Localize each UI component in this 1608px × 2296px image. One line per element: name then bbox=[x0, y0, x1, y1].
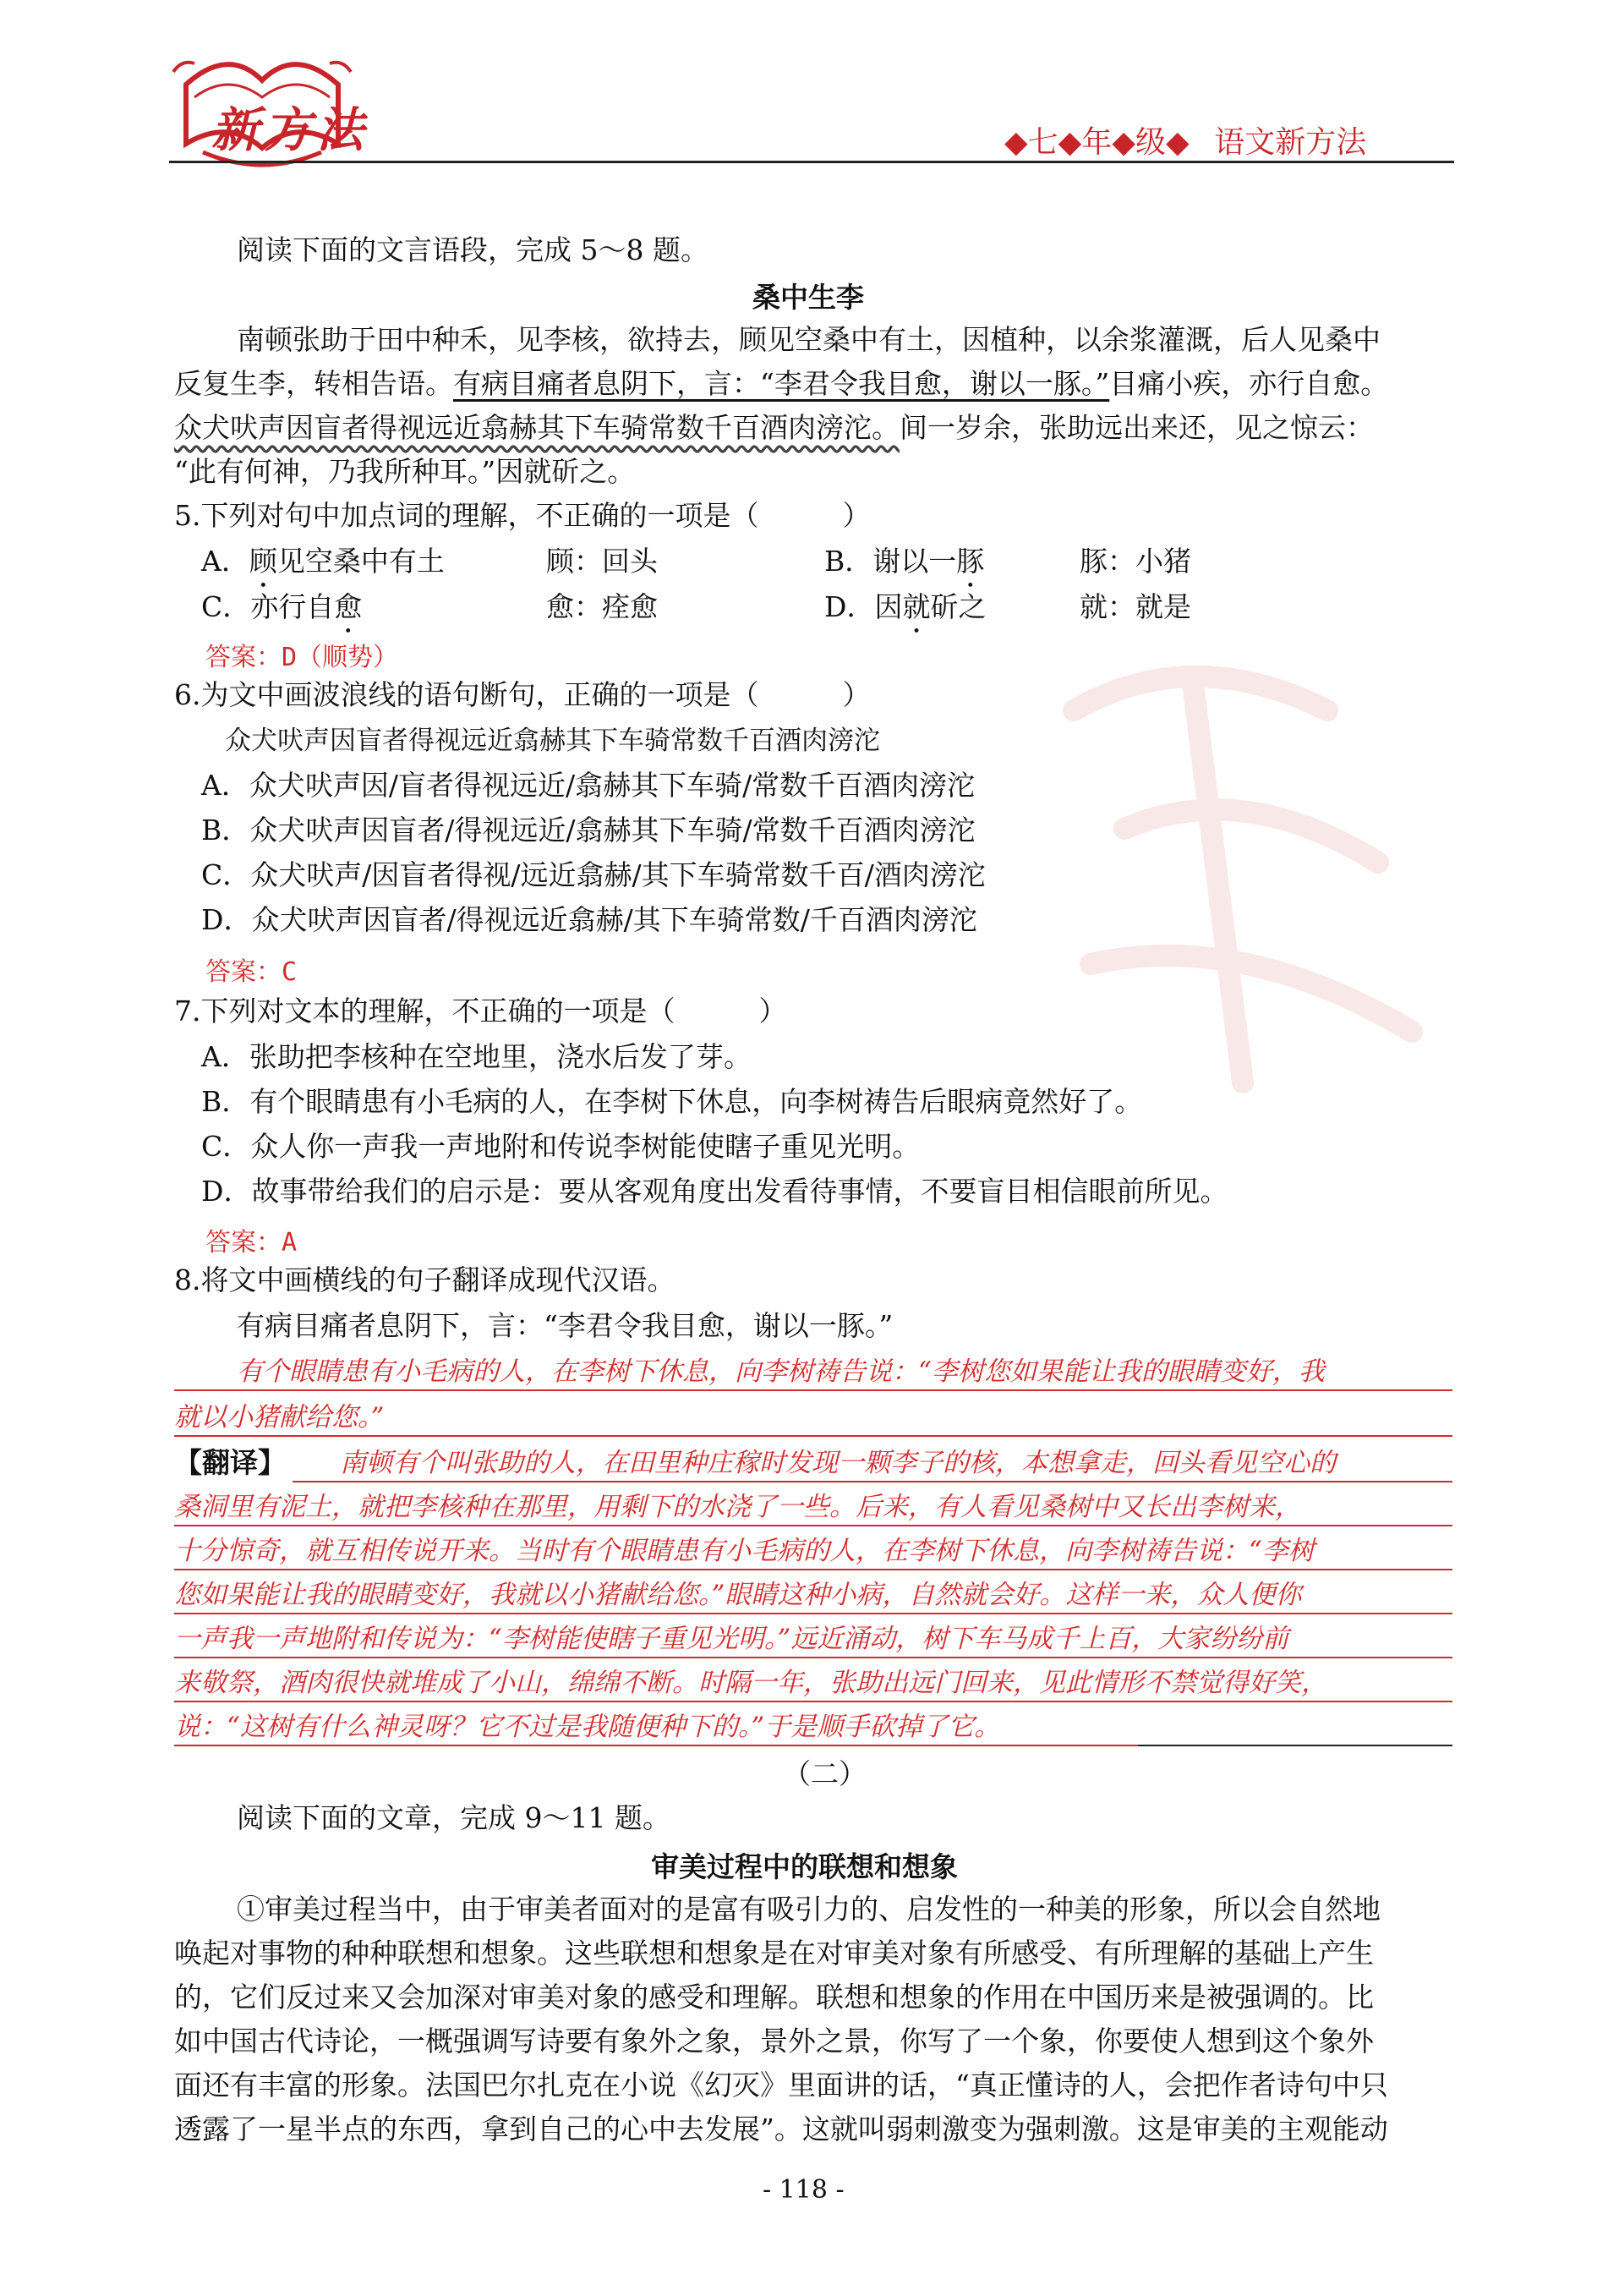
answer-underline bbox=[174, 1435, 1452, 1437]
translation-line: 来敬祭，酒肉很快就堆成了小山，绵绵不断。时隔一年，张助出远门回来，见此情形不禁觉得好笑， bbox=[174, 1668, 1327, 1698]
q7-option-c: C．众人你一声我一声地附和传说李树能使瞎子重见光明。 bbox=[201, 1130, 921, 1163]
q5-option-d: D．因就斫之 bbox=[824, 590, 987, 623]
q5-gloss-c: 愈：痊愈 bbox=[546, 590, 658, 623]
watermark-icon bbox=[1023, 609, 1463, 1133]
q7-option-d: D．故事带给我们的启示是：要从客观角度出发看待事情，不要盲目相信眼前所见。 bbox=[201, 1175, 1228, 1208]
article-line: 的，它们反过来又会加深对审美对象的感受和理解。联想和想象的作用在中国历来是被强调的。比 bbox=[174, 1981, 1374, 2014]
article-line: 透露了一星半点的东西，拿到自己的心中去发展”。这就叫弱刺激变为强刺激。这是审美的主观能动 bbox=[174, 2112, 1388, 2145]
header-grade-label bbox=[1004, 118, 1366, 162]
article-line: 如中国古代诗论，一概强调写诗要有象外之象，景外之景，你写了一个象，你要使人想到这个象外 bbox=[174, 2025, 1374, 2058]
q5-option-b: B．谢以一豚 bbox=[824, 545, 985, 578]
q7-option-a: A．张助把李核种在空地里，浇水后发了芽。 bbox=[201, 1040, 752, 1073]
answer-underline bbox=[293, 1481, 1452, 1482]
answer-underline bbox=[174, 1569, 1452, 1570]
q8-answer-line: 有个眼睛患有小毛病的人，在李树下休息，向李树祷告说：“李树您如果能让我的眼睛变好，我 bbox=[237, 1356, 1325, 1387]
passage-line: 众犬吠声因盲者得视远近翕赫其下车骑常数千百酒肉滂沱。间一岁余，张助远出来还，见之惊云： bbox=[174, 411, 1374, 444]
q5-gloss-b: 豚：小猪 bbox=[1080, 545, 1191, 578]
passage-line: 反复生李，转相告语。有病目痛者息阴下，言：“李君令我目愈，谢以一豚。”目痛小疾，亦行自愈。 bbox=[174, 367, 1389, 400]
passage-title: 桑中生李 bbox=[752, 281, 864, 314]
translation-line: 一声我一声地附和传说为：“李树能使瞎子重见光明。”远近涌动，树下车马成千上百，大家纷纷前 bbox=[174, 1624, 1289, 1654]
q5-option-c: C．亦行自愈 bbox=[201, 590, 363, 623]
answer-underline bbox=[1138, 1745, 1452, 1746]
underlined-sentence: 有病目痛者息阴下，言：“李君令我目愈，谢以一豚。” bbox=[453, 367, 1110, 400]
q6-option-a: A．众犬吠声因/盲者得视远近/翕赫其下车骑/常数千百酒肉滂沱 bbox=[201, 769, 976, 802]
translation-line: 您如果能让我的眼睛变好，我就以小猪献给您。”眼睛这种小病，自然就会好。这样一来，众人便你 bbox=[174, 1580, 1302, 1610]
section-number: （二） bbox=[783, 1757, 867, 1790]
intro-text: 阅读下面的文章，完成 9～11 题。 bbox=[237, 1801, 670, 1834]
article-line: ①审美过程当中，由于审美者面对的是富有吸引力的、启发性的一种美的形象，所以会自然地 bbox=[237, 1893, 1381, 1926]
question-8-stem: 8.将文中画横线的句子翻译成现代汉语。 bbox=[174, 1263, 675, 1296]
answer-underline bbox=[174, 1525, 1452, 1526]
q7-option-b: B．有个眼睛患有小毛病的人，在李树下休息，向李树祷告后眼病竟然好了。 bbox=[201, 1085, 1143, 1118]
header-rule bbox=[169, 161, 1454, 163]
wavy-sentence: 众犬吠声因盲者得视远近翕赫其下车骑常数千百酒肉滂沱。 bbox=[174, 411, 900, 444]
translation-line: 说：“这树有什么神灵呀？它不过是我随便种下的。”于是顺手砍掉了它。 bbox=[174, 1712, 1001, 1742]
q5-gloss-a: 顾：回头 bbox=[546, 545, 658, 578]
question-7-stem: 7.下列对文本的理解，不正确的一项是（ ） bbox=[174, 995, 787, 1027]
book-label: 语文新方法 bbox=[1214, 125, 1367, 160]
intro-text: 阅读下面的文言语段，完成 5～8 题。 bbox=[237, 233, 708, 266]
article-title: 审美过程中的联想和想象 bbox=[651, 1850, 958, 1883]
passage-line: 南顿张助于田中种禾，见李核，欲持去，顾见空桑中有土，因植种，以余浆灌溉，后人见桑中 bbox=[237, 323, 1381, 356]
q7-answer: 答案：A bbox=[205, 1228, 298, 1258]
passage-line: “此有何神，乃我所种耳。”因就斫之。 bbox=[174, 455, 636, 488]
answer-underline bbox=[174, 1745, 1138, 1746]
page-number: - 118 - bbox=[763, 2175, 845, 2205]
q6-option-d: D．众犬吠声因盲者/得视远近翕赫/其下车骑常数/千百酒肉滂沱 bbox=[201, 903, 977, 936]
answer-underline bbox=[174, 1389, 1452, 1391]
article-line: 唤起对事物的种种联想和想象。这些联想和想象是在对审美对象有所感受、有所理解的基础上产生 bbox=[174, 1937, 1374, 1970]
article-line: 面还有丰富的形象。法国巴尔扎克在小说《幻灭》里面讲的话，“真正懂诗的人，会把作者诗句中只 bbox=[174, 2069, 1388, 2101]
answer-underline bbox=[174, 1701, 1452, 1702]
translation-line: 十分惊奇，就互相传说开来。当时有个眼睛患有小毛病的人，在李树下休息，向李树祷告说：“李树 bbox=[174, 1536, 1315, 1566]
q8-answer-line: 就以小猪献给您。” bbox=[174, 1402, 385, 1433]
q5-gloss-d: 就：就是 bbox=[1080, 590, 1191, 623]
translation-line: 南顿有个叫张助的人，在田里种庄稼时发现一颗李子的核，本想拿走，回头看见空心的 bbox=[340, 1448, 1336, 1478]
question-5-stem: 5.下列对句中加点词的理解，不正确的一项是（ ） bbox=[174, 499, 871, 532]
q5-answer: 答案：D（顺势） bbox=[205, 643, 399, 672]
q6-answer: 答案：C bbox=[205, 957, 298, 987]
answer-underline bbox=[174, 1613, 1452, 1614]
q6-sentence: 众犬吠声因盲者得视远近翕赫其下车骑常数千百酒肉滂沱 bbox=[225, 726, 880, 756]
q8-sentence: 有病目痛者息阴下，言：“李君令我目愈，谢以一豚。” bbox=[237, 1309, 894, 1342]
logo-text: 新方法 bbox=[211, 102, 369, 158]
question-6-stem: 6.为文中画波浪线的语句断句，正确的一项是（ ） bbox=[174, 678, 871, 711]
q5-option-a: A．顾见空桑中有土 bbox=[201, 545, 445, 578]
q6-option-c: C．众犬吠声/因盲者得视/远近翕赫/其下车骑常数千百/酒肉滂沱 bbox=[201, 858, 986, 891]
grade-label: ◆七◆年◆级◆ bbox=[1004, 125, 1190, 160]
answer-underline bbox=[174, 1657, 1452, 1658]
translation-label: 【翻译】 bbox=[174, 1446, 286, 1479]
q6-option-b: B．众犬吠声因盲者/得视远近/翕赫其下车骑/常数千百酒肉滂沱 bbox=[201, 814, 976, 847]
translation-line: 桑洞里有泥土，就把李核种在那里，用剩下的水浇了一些。后来，有人看见桑树中又长出李树来， bbox=[174, 1492, 1301, 1522]
